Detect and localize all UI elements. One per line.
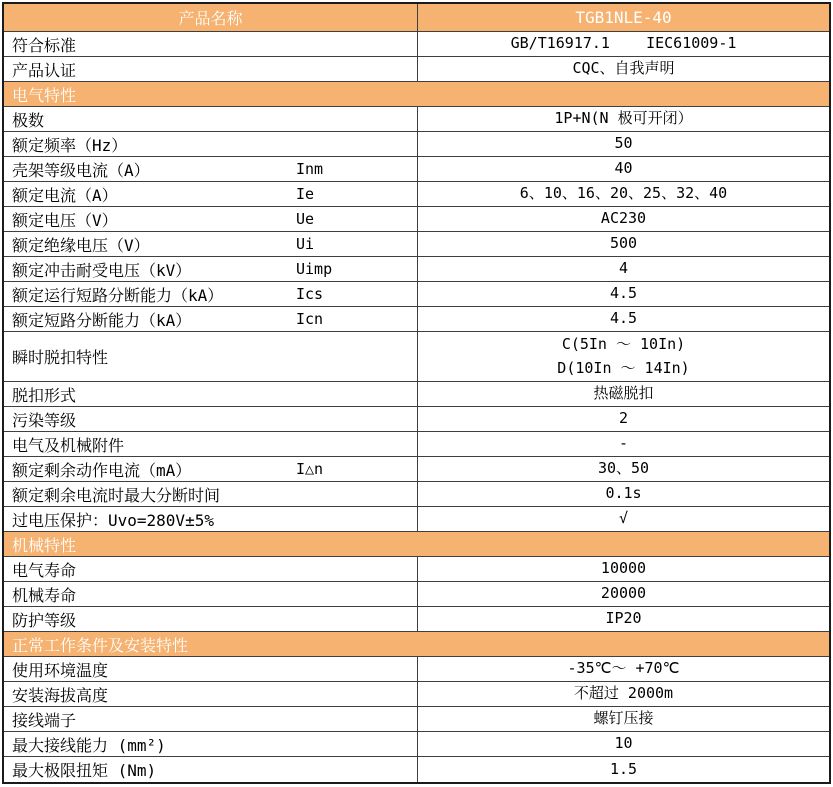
label-cell: [4, 432, 418, 456]
label-cell: [4, 132, 418, 156]
label-cell: [4, 157, 418, 181]
row-label: 过电压保护：Uvo=280V±5%: [12, 510, 214, 530]
table-row: [4, 557, 829, 582]
label-cell: [4, 557, 418, 581]
row-value: 40: [614, 159, 633, 178]
row-value: 1.5: [609, 759, 638, 778]
label-cell: [4, 457, 418, 481]
row-label: 额定电流（A）: [12, 185, 118, 205]
label-cell: [4, 407, 418, 431]
label-cell: [4, 182, 418, 206]
row-label: 额定短路分断能力（kA）: [12, 310, 192, 330]
label-cell: [4, 57, 418, 81]
row-label: 防护等级: [12, 610, 77, 630]
table-row: [4, 432, 829, 457]
value-cell: [418, 182, 829, 206]
value-cell: [418, 332, 829, 381]
row-label: 壳架等级电流（A）: [12, 160, 150, 180]
row-value: 螺钉压接: [593, 709, 654, 728]
label-cell: [4, 107, 418, 131]
value-cell: [418, 557, 829, 581]
value-cell: [418, 432, 829, 456]
table-row: [4, 307, 829, 332]
label-cell: [4, 482, 418, 506]
row-value-line2: D(10In ～ 14In): [557, 358, 690, 377]
row-label: 瞬时脱扣特性: [12, 348, 109, 367]
label-cell: [4, 732, 418, 756]
value-cell: [418, 607, 829, 631]
row-symbol: Ics: [296, 285, 324, 303]
table-row: [4, 657, 829, 682]
table-row: [4, 157, 829, 182]
value-cell: [418, 682, 829, 706]
row-value: C(5In ～ 10In): [561, 335, 686, 354]
row-label: 产品认证: [12, 60, 77, 80]
value-cell: [418, 157, 829, 181]
row-value: 20000: [600, 584, 647, 603]
row-value: 热磁脱扣: [593, 384, 654, 403]
label-cell: [4, 282, 418, 306]
label-cell: [4, 332, 418, 381]
table-header-row: [4, 4, 829, 32]
row-label: 接线端子: [12, 710, 77, 730]
row-label: 符合标准: [12, 35, 77, 55]
row-label: 极数: [12, 110, 45, 130]
row-value: 2: [618, 409, 629, 428]
label-cell: [4, 607, 418, 631]
section-header-row: [4, 632, 829, 657]
label-cell: [4, 232, 418, 256]
row-label: 额定绝缘电压（V）: [12, 235, 150, 255]
table-row: [4, 757, 829, 782]
table-row: [4, 407, 829, 432]
row-symbol: Uimp: [296, 260, 333, 278]
row-value: GB/T16917.1 IEC61009-1: [510, 34, 737, 53]
section-title: 机械特性: [12, 535, 77, 555]
table-row: [4, 282, 829, 307]
row-label: 使用环境温度: [12, 660, 109, 680]
value-cell: [418, 732, 829, 756]
value-cell: [418, 382, 829, 406]
label-cell: [4, 682, 418, 706]
table-row: [4, 57, 829, 82]
section-title: 正常工作条件及安装特性: [12, 635, 189, 655]
value-cell: [418, 57, 829, 81]
table-row: [4, 257, 829, 282]
row-symbol: Ie: [296, 185, 315, 203]
row-label: 污染等级: [12, 410, 77, 430]
row-label: 额定运行短路分断能力（kA）: [12, 285, 224, 305]
value-cell: [418, 482, 829, 506]
row-value: 10: [614, 734, 633, 753]
section-header-row: [4, 82, 829, 107]
row-label: 额定冲击耐受电压（kV）: [12, 260, 192, 280]
row-label: 最大接线能力 (mm²): [12, 735, 166, 755]
value-cell: [418, 207, 829, 231]
section-title: 电气特性: [12, 85, 77, 105]
value-cell: [418, 282, 829, 306]
label-cell: [4, 382, 418, 406]
label-cell: [4, 657, 418, 681]
value-cell: [418, 307, 829, 331]
row-symbol: Inm: [296, 160, 324, 178]
row-value: 不超过 2000m: [573, 684, 674, 703]
value-cell: [418, 582, 829, 606]
header-label-cell: [4, 4, 418, 31]
row-value: 6、10、16、20、25、32、40: [519, 184, 728, 203]
label-cell: [4, 32, 418, 56]
table-row: [4, 132, 829, 157]
table-row: [4, 457, 829, 482]
label-cell: [4, 707, 418, 731]
row-value: IP20: [605, 609, 642, 628]
row-value: AC230: [600, 209, 647, 228]
label-cell: [4, 757, 418, 782]
table-row: [4, 182, 829, 207]
row-value: CQC、自我声明: [572, 59, 675, 78]
row-symbol: Ui: [296, 235, 315, 253]
row-value: 1P+N(N 极可开闭）: [554, 109, 693, 128]
table-row: [4, 507, 829, 532]
row-value: 30、50: [597, 459, 650, 478]
value-cell: [418, 107, 829, 131]
value-cell: [418, 507, 829, 531]
table-row: [4, 207, 829, 232]
product-model: TGB1NLE-40: [575, 8, 672, 27]
table-row: [4, 332, 829, 382]
value-cell: [418, 457, 829, 481]
row-value: 4.5: [609, 284, 638, 303]
label-cell: [4, 507, 418, 531]
value-cell: [418, 657, 829, 681]
row-value: 0.1s: [605, 484, 642, 503]
table-row: [4, 582, 829, 607]
row-symbol: Icn: [296, 310, 324, 328]
table-row: [4, 607, 829, 632]
label-cell: [4, 582, 418, 606]
value-cell: [418, 232, 829, 256]
row-value: -: [618, 434, 629, 453]
table-row: [4, 107, 829, 132]
row-value: 50: [614, 134, 633, 153]
table-row: [4, 732, 829, 757]
row-symbol: I△n: [296, 460, 324, 478]
row-label: 电气寿命: [12, 560, 77, 580]
row-label: 额定频率（Hz）: [12, 135, 128, 155]
table-row: [4, 382, 829, 407]
section-header-row: [4, 532, 829, 557]
table-row: [4, 482, 829, 507]
row-label: 电气及机械附件: [12, 435, 125, 455]
row-label: 安装海拔高度: [12, 685, 109, 705]
row-value: -35℃～ +70℃: [567, 659, 680, 678]
row-value: 4.5: [609, 309, 638, 328]
value-cell: [418, 707, 829, 731]
product-spec-table: [2, 2, 831, 784]
table-row: [4, 682, 829, 707]
header-value-cell: [418, 4, 829, 31]
row-value: 10000: [600, 559, 647, 578]
product-name-label: 产品名称: [178, 9, 243, 28]
label-cell: [4, 207, 418, 231]
table-row: [4, 32, 829, 57]
row-symbol: Ue: [296, 210, 315, 228]
label-cell: [4, 307, 418, 331]
row-label: 额定剩余动作电流（mA）: [12, 460, 192, 480]
value-cell: [418, 757, 829, 782]
value-cell: [418, 407, 829, 431]
value-cell: [418, 32, 829, 56]
row-label: 最大极限扭矩 (Nm): [12, 761, 157, 780]
row-label: 脱扣形式: [12, 385, 77, 405]
row-label: 额定剩余电流时最大分断时间: [12, 485, 221, 505]
row-label: 机械寿命: [12, 585, 77, 605]
row-value: 4: [618, 259, 629, 278]
label-cell: [4, 257, 418, 281]
table-row: [4, 232, 829, 257]
value-cell: [418, 257, 829, 281]
value-cell: [418, 132, 829, 156]
row-label: 额定电压（V）: [12, 210, 118, 230]
table-row: [4, 707, 829, 732]
row-value: √: [618, 509, 629, 528]
row-value: 500: [609, 234, 638, 253]
